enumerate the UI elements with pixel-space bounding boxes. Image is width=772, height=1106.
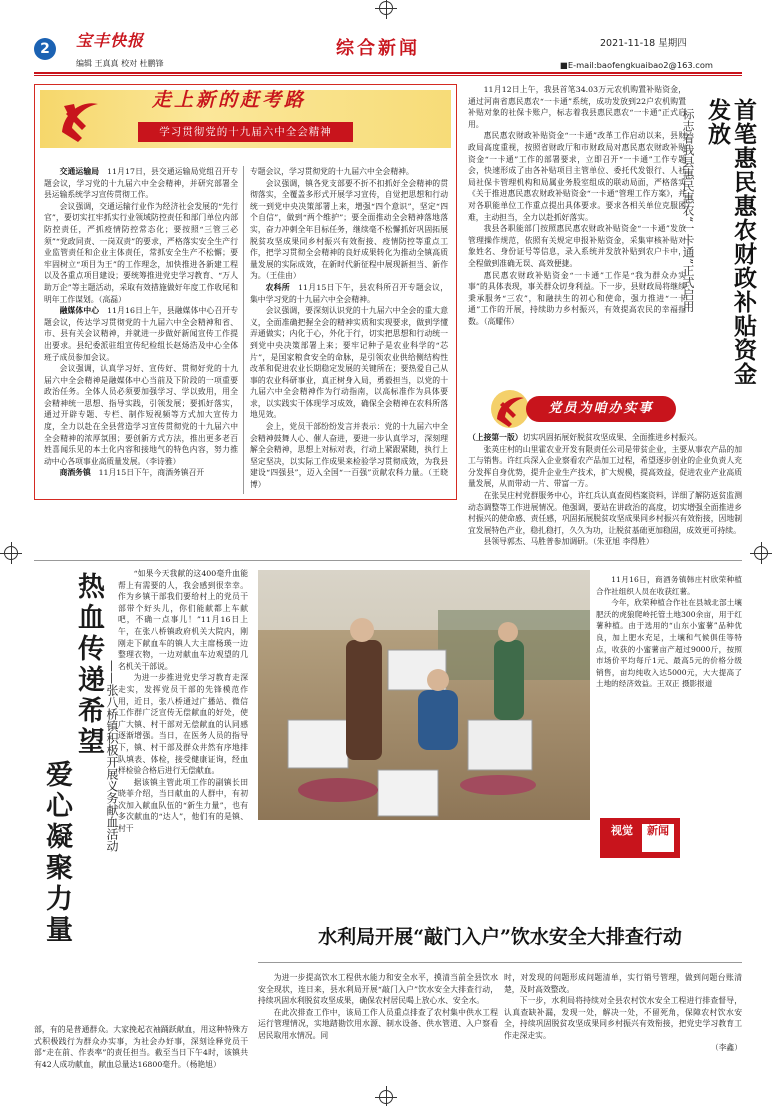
contact-email: ■E-mail:baofengkuaibao2@163.com <box>560 60 714 70</box>
item-text: 会上，党员干部纷纷发言并表示：党的十九届六中全会精神鼓舞人心、催人奋进，要进一步认真学习，深刻理解全会精神，思想上对标对表，行动上紧跟紧随，执行上坚定坚决，以实际工作成果来检验学习贯彻成效，为我县建设“四强县”，迈入全国“一百强”贡献农科力量。（王晓博） <box>250 422 448 490</box>
paragraph: 切实巩固拓展好脱贫攻坚成果、全面推进乡村振兴。 <box>522 433 702 442</box>
story-right-body <box>468 84 686 384</box>
story-left-tail <box>34 1024 248 1074</box>
story-left-title-2: 爱心凝聚力量 <box>41 760 72 946</box>
feature-column-1 <box>44 166 238 496</box>
story-right-title: 首笔惠民惠农财政补贴资金发放 <box>704 98 757 386</box>
item-text: 会议强调，要深刻认识党的十九届六中全会的重大意义，全面准确把握全会的精神实质和实现要求，做到学懂弄通做实；内化于心，外化于行，切实把思想和行动统一到党中央决策部署上来；要牢记种子是农业科学的“芯片”，是国家粮食安全的命脉，是引领农业供给侧结构性改革和促进农业长期稳定发展的关键所在；要热爱自己从事的农业科研事业，真正树身入局，勇毅担当，以党的十九届六中全会精神作为行动指南，以高标准作为具体要求，以实践实干体现学习成效，确保全会精神在农科所落地见效。 <box>250 306 448 420</box>
paragraph: 在张吴庄村党群服务中心，许红兵认真查阅档案资料，详细了解防返贫监测动态调整等工作进展情况。他强调，要站在讲政治的高度，切实增强全面推进乡村振兴的使命感、责任感，巩固拓展脱贫攻坚成果同乡村振兴有效衔接，因地制宜发展特色产业，稳扎稳打，久久为功，让脱贫基础更加稳固，成效更可持续。 <box>468 490 742 535</box>
stamp-left: 视觉 <box>611 824 633 837</box>
paragraph: 为进一步提高饮水工程供水能力和安全水平，摸清当前全县饮水安全现状，连日来，县水利局开展“敲门入户”饮水安全大排查行动，持续巩固水利脱贫攻坚成果，确保农村居民喝上放心水、安全水。 <box>258 973 498 1006</box>
item-keyword: 商酒务镇 <box>59 468 91 478</box>
party-emblem-icon <box>52 92 106 146</box>
story-bottom-col-2 <box>504 972 742 1082</box>
column-divider <box>243 166 244 494</box>
section-divider <box>34 560 742 561</box>
feature-subtitle: 学习贯彻党的十九届六中全会精神 <box>138 122 353 142</box>
paragraph: 时，对发现的问题形成问题清单，实行销号管理，做到问题台账清楚，及时高效整改。 <box>504 973 742 994</box>
paragraph: 惠民惠农财政补贴资金“一卡通”改革工作启动以来，县财政局高度重视，按照省财政厅和市财政局对惠民惠农财政补贴资金“一卡通”工作的部署要求，立即召开“一卡通”工作专题会，快速形成了由各补贴项目主管单位、委托代发银行、人社局社保卡管理机构和局属业务股室组成的联动局面，严格落实《关于推进惠民惠农财政补贴资金“一卡通”管理工作方案》，并对各职能单位工作重点提出具体要求。要求各相关单位克服困难，主动担当，全力以赴抓好落实。 <box>468 131 686 222</box>
paragraph: “如果今天我献的这400毫升血能帮上有需要的人，我会感到很幸幸。作为乡镇干部我们要给村上的党员干部带个好头儿，你们能献都上车献吧，不确一点事儿！”11月16日上午，在张八桥镇政府机关大院内，刚刚走下献血车的镇人大主席杨瑛一边整理衣物，一边对献血车边观望的几名机关干部说。 <box>118 569 248 671</box>
continued-marker: （上接第一版） <box>468 433 523 442</box>
party-banner-label: 党员为咱办实事 <box>526 396 676 422</box>
paragraph: 我县各职能部门按照惠民惠农财政补贴资金“一卡通”发放管理操作规范，依照有关规定申报补贴资金，采集审核补贴对象姓名、身份证号等信息，录入系统并发放补贴到农户卡中，全程做到准确无误、高效便捷。 <box>468 224 686 268</box>
registration-mark <box>754 546 768 560</box>
item-text: 11月15日下午，县农科所召开专题会议，集中学习党的十九届六中全会精神。 <box>250 282 448 304</box>
item-keyword: 农科所 <box>265 282 290 292</box>
story-right-subtitle: 标志着我县惠民惠农“一卡通”正式启用 <box>681 108 695 313</box>
paragraph: 下一步，水利局将持续对全县农村饮水安全工程进行排查督导，认真查缺补漏，发现一处，解决一处，不留死角，保障农村饮水安全，持续巩固脱贫攻坚成果同乡村振兴有效衔接，把党史学习教育工作走深走实。 <box>504 996 742 1040</box>
paragraph: 据该镇主管此项工作的副镇长田晓菲介绍，当日献血的人群中，有初次加入献血队伍的“新生力量”，也有多次献血的“达人”，他们有的是镇、村干 <box>118 777 248 834</box>
story-left-title-1: 热血传递希望 <box>73 572 104 758</box>
item-text: 11月17日，县交通运输局党组召开专题会议，学习党的十九届六中全会精神，并研究部署全县运输系统学习宣传贯彻工作。 <box>44 167 238 200</box>
header-rule <box>34 72 742 74</box>
registration-mark <box>379 1 393 15</box>
page-number: 2 <box>34 38 56 60</box>
author: （李鑫） <box>710 1042 742 1052</box>
item-text: 会议强调，镇各党支部要不折不扣抓好全会精神的贯彻落实，全覆盖多形式开展学习宣传，自觉把思想和行动统一到党中央决策部署上来，增强“四个意识”，坚定“四个自信”，做到“两个维护”；要全面推动全会精神落地落实，奋力冲刺全年目标任务，继续毫不松懈抓好巩固拓展脱贫攻坚成果同乡村振兴有效衔接、疫情防控等重点工作，把学习贯彻全会精神的良好成果转化为推动全镇高质量发展的实际成效，在新时代新征程中展现新担当、新作为。（王佳由） <box>250 178 448 281</box>
section-title: 综合新闻 <box>336 38 420 59</box>
item-keyword: 融媒体中心 <box>59 306 100 316</box>
item-text: 专题会议，学习贯彻党的十九届六中全会精神。 <box>250 167 414 176</box>
caption-paragraph: 今年，欣荣种植合作社在县城北部土壤肥沃的虎狼爬岭托管土地300余亩，用于红薯种植。由于选用的“山东小蜜薯”品种优良，加上肥水充足，土壤和气候俱佳等特点，收获的小蜜薯亩产超过9000斤，按照市场价平均每斤1元、最高5元的价格分级销售，亩均纯收入达5000元，大大提高了土地的经济效益。王双正 摄影报道 <box>596 598 742 689</box>
paragraph: 张英庄村的山里霍农业开发有限责任公司是带贫企业，主要从事农产品的加工与销售。许红兵深入企业察看农产品加工过程，希望逐步创业的企业负责人充分发挥自身优势，提升企业生产技术，扩大规模，提高效益，促进农业产业高质量发展，从而带动一片、带富一方。 <box>468 444 742 489</box>
party-banner <box>468 388 736 430</box>
harvest-photo <box>258 570 590 820</box>
paragraph: 在此次排查工作中，该局工作人员重点排查了农村集中供水工程运行管理情况，实地踏勘饮用水源、制水设备、供水管道、入户察看居民取用水情况。同 <box>258 1007 498 1040</box>
issue-date: 2021-11-18 星期四 <box>600 38 687 49</box>
item-text: 会议强调，交通运输行业作为经济社会发展的“先行官”，要切实扛牢抓实行业领域防控责任和部门单位内部防控责任，严抓疫情防控常态化；要按照“三管三必须”“党政同责、一岗双责”的要求，严格落实安全生产行业监管责任和企业主体责任，常抓安全生产不松懈；要牢固树立“项目为王”的工作理念，加快推进各新建工程以及各重点项目建设；要统筹推进党史学习教育、“万人助万企”等主题活动，采取有效措施做好年度工作收尾和明年工作谋划。（高磊） <box>44 201 238 304</box>
caption-paragraph: 11月16日，商酒务镇韩庄村欣荣种植合作社组织人员在收获红薯。 <box>596 575 742 596</box>
registration-mark <box>4 546 18 560</box>
story-continued <box>468 432 742 554</box>
paragraph: 11月12日上午，我县首笔34.03万元农机购置补贴资金，通过河南省惠民惠农“一卡通”系统，成功发放到22户农机购置补贴对象的社保卡账户，标志着我县惠民惠农“一卡通”正式启用。 <box>468 85 686 129</box>
paragraph: 为进一步推进党史学习教育走深走实，发挥党员干部的先锋模范作用，近日，张八桥通过广播站、微信工作群广泛宣传无偿献血的好处，使广大镇、村干部对无偿献血的认同感逐渐增强。当日，在医务人员的指导下，镇、村干部及群众井然有序地排队填表、体检，接受健康证询，经血样检验合格后进行无偿献血。 <box>118 673 248 776</box>
item-text: 11月16日上午，县融媒体中心召开专题会议，传达学习贯彻党的十九届六中全会精神和省、市、县有关会议精神，并就进一步做好新闻宣传工作提出要求。县纪委派驻组宣传纪检组长赵炀浩及中心全体班子成员参加会议。 <box>44 306 238 362</box>
visual-news-stamp <box>600 818 680 858</box>
header-rule-thin <box>34 75 742 76</box>
feature-column-2 <box>250 166 448 496</box>
photo-caption <box>596 574 742 814</box>
story-bottom-col-1 <box>258 972 498 1082</box>
paragraph: 县领导郭杰、马胜普参加调研。（朱亚旭 李得胜） <box>483 537 654 547</box>
title-rule <box>258 962 742 963</box>
story-left-column <box>118 568 248 1024</box>
stamp-right: 新闻 <box>642 824 674 852</box>
item-keyword: 交通运输局 <box>59 167 100 176</box>
registration-mark <box>379 1090 393 1104</box>
feature-title: 走上新的赶考路 <box>152 89 307 111</box>
paragraph: 惠民惠农财政补贴资金“一卡通”工作是“我为群众办实事”的具体表现，事关群众切身利益。下一步，县财政局将继续秉承服务“三农”，和融扶生的初心和使命，强力推进“一卡通”工作的开展，持续助力乡村振兴，有效提高农民的幸福指数。（高耀伟） <box>468 270 686 326</box>
newspaper-logo: 宝丰快报 <box>76 31 145 50</box>
paragraph: 部，有的是普通群众。大家挽起衣袖踊跃献血，用这种特殊方式积极践行为群众办实事，为社会办好事，深刻诠释党员干部“走在前、作表率”的责任担当。截至当日下午4时，该镇共有42人成功献血，献血总量达16800毫升。（杨艳旭） <box>34 1025 248 1069</box>
editor-credits: 编辑 王真真 校对 杜鹏锋 <box>76 59 164 68</box>
item-text: 会议强调，认真学习好、宣传好、贯彻好党的十九届六中全会精神是融媒体中心当前及下阶段的一项重要政治任务。全体人员必须要加强学习、学以致用，用全会精神统一思想、指导实践，引领发展；要抓好落实，通过开辟专题、专栏、制作短视频等方式加大宣传力度，全力以赴在全县营造学习宣传贯彻党的十九届六中全会精神的浓厚氛围；要创新方式方法，推出更多老百姓喜闻乐见的本土化内容和接地气的特色内容，努力推动中心各项事业高质量发展。（李诗雅） <box>44 364 238 466</box>
item-text: 11月15日下午，商酒务镇召开 <box>98 468 205 478</box>
story-left-subtitle: ——张八桥镇积极开展义务献血活动 <box>105 660 119 852</box>
story-bottom-title: 水利局开展“敲门入户”饮水安全大排查行动 <box>318 926 682 948</box>
